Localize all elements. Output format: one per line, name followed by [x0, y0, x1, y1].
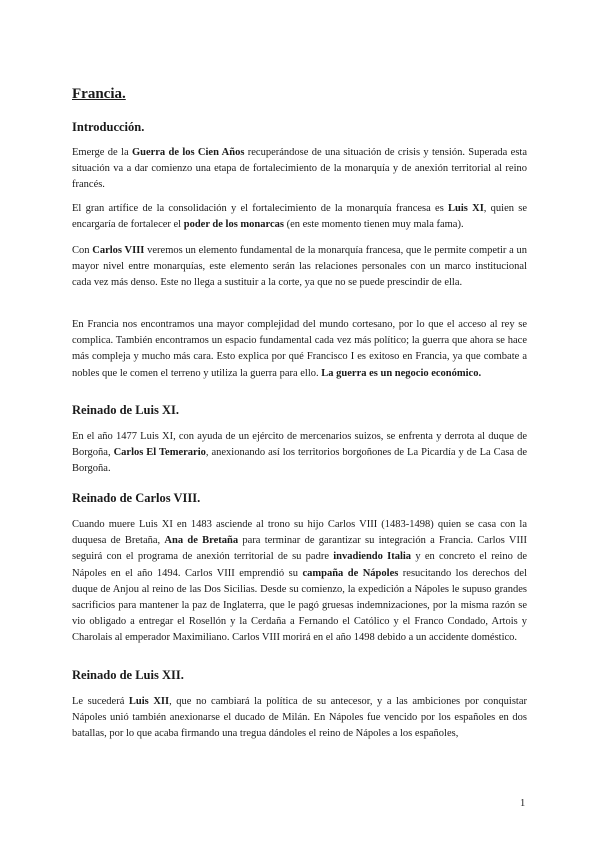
text-run: , quien se encargaría de fortalecer el [72, 203, 527, 231]
paragraph [72, 243, 527, 292]
text-run: El gran artífice de la consolidación y el fortalecimiento de la monarquía francesa es [72, 203, 449, 214]
bold-text: poder de los monarcas [183, 219, 284, 231]
paragraph [72, 517, 527, 647]
paragraph [72, 694, 527, 743]
text-run: Con [72, 245, 93, 256]
section-heading-carlos-viii: Reinado de Carlos VIII. [72, 491, 201, 505]
text-run: (en este momento tienen muy mala fama). [283, 219, 464, 231]
bold-text: Ana de Bretaña [164, 535, 239, 547]
bold-text: invadiendo Italia [333, 551, 412, 563]
paragraph [72, 317, 527, 382]
paragraph [72, 145, 527, 194]
paragraph [72, 201, 527, 233]
text-run: para terminar de garantizar su integración a Francia. Carlos VIII seguirá con el programa de anexión territorial de su padre [72, 535, 527, 563]
text-run: veremos un elemento fundamental de la monarquía francesa, que le permite competir a un mayor nivel entre monarquías, este elemento serán las relaciones personales con un marco institucional cada vez más denso. Este no llega a sustituir a la corte, ya que no se puede prescindir de ella. [72, 245, 527, 289]
text-run: Emerge de la [72, 147, 132, 158]
text-run: En Francia nos encontramos una mayor complejidad del mundo cortesano, por lo que el acceso al rey se complica. También encontramos un espacio fundamental cada vez más político; la guerra que ahora se hace más compleja y mucho más cara. Esto explica por qué Francisco I es exitoso en Francia, ya que combate a nobles que le comen el terreno y utiliza la guerra para ello. [72, 319, 527, 379]
text-run: y en concreto el reino de Nápoles en el año 1494. Carlos VIII emprendió su [72, 551, 527, 579]
section-heading-luis-xi: Reinado de Luis XI. [72, 403, 179, 417]
bold-text: Carlos VIII [92, 245, 145, 256]
text-run: Le sucederá [72, 696, 129, 707]
paragraph [72, 429, 527, 478]
text-run: Cuando muere Luis XI en 1483 asciende al trono su hijo Carlos VIII (1483-1498) quien se casa con la duquesa de Bretaña, [72, 519, 527, 547]
text-run: En el año 1477 Luis XI, con ayuda de un ejército de mercenarios suizos, se enfrenta y derrota al duque de Borgoña, [72, 431, 527, 459]
bold-text: campaña de Nápoles [302, 567, 399, 579]
text-run: recuperándose de una situación de crisis y tensión. Superada esta situación va a dar comienzo una etapa de fortalecimiento de la monarquía y de anexión territorial al reino francés. [72, 147, 527, 191]
page-number: 1 [520, 798, 526, 809]
section-heading-introduccion: Introducción. [72, 120, 145, 134]
bold-text: Carlos El Temerario [113, 447, 206, 459]
bold-text: Luis XII [128, 696, 170, 707]
document-title: Francia. [72, 86, 126, 102]
bold-text: La guerra es un negocio económico. [321, 367, 482, 379]
text-run: , anexionando así los territorios borgoñones de La Picardía y de La Casa de Borgoña. [72, 447, 527, 475]
text-run: resucitando los derechos del duque de Anjou al reino de las Dos Sicilias. Desde su comienzo, la expedición a Nápoles le supuso grandes sacrificios para mantener la paz de Inglaterra, que le pagó gruesas indemnizaciones, por la misma razón se vio obligado a entregar el Rosellón y la Cerdaña a Fernando el Católico y el Franco Condado, Artois y Charolais al emperador Maximiliano. Carlos VIII morirá en el año 1498 debido a un accidente doméstico. [72, 567, 528, 644]
bold-text: Luis XI [448, 203, 484, 214]
bold-text: Guerra de los Cien Años [131, 147, 245, 158]
section-heading-luis-xii: Reinado de Luis XII. [72, 668, 184, 682]
text-run: , que no cambiará la política de su antecesor, y a las ambiciones por conquistar Nápoles unió también anexionarse el ducado de Milán. En Nápoles fue vencido por los españoles en dos batallas, por lo que acaba firmando una tregua dándoles el reino de Nápoles a los españoles, [72, 696, 527, 740]
